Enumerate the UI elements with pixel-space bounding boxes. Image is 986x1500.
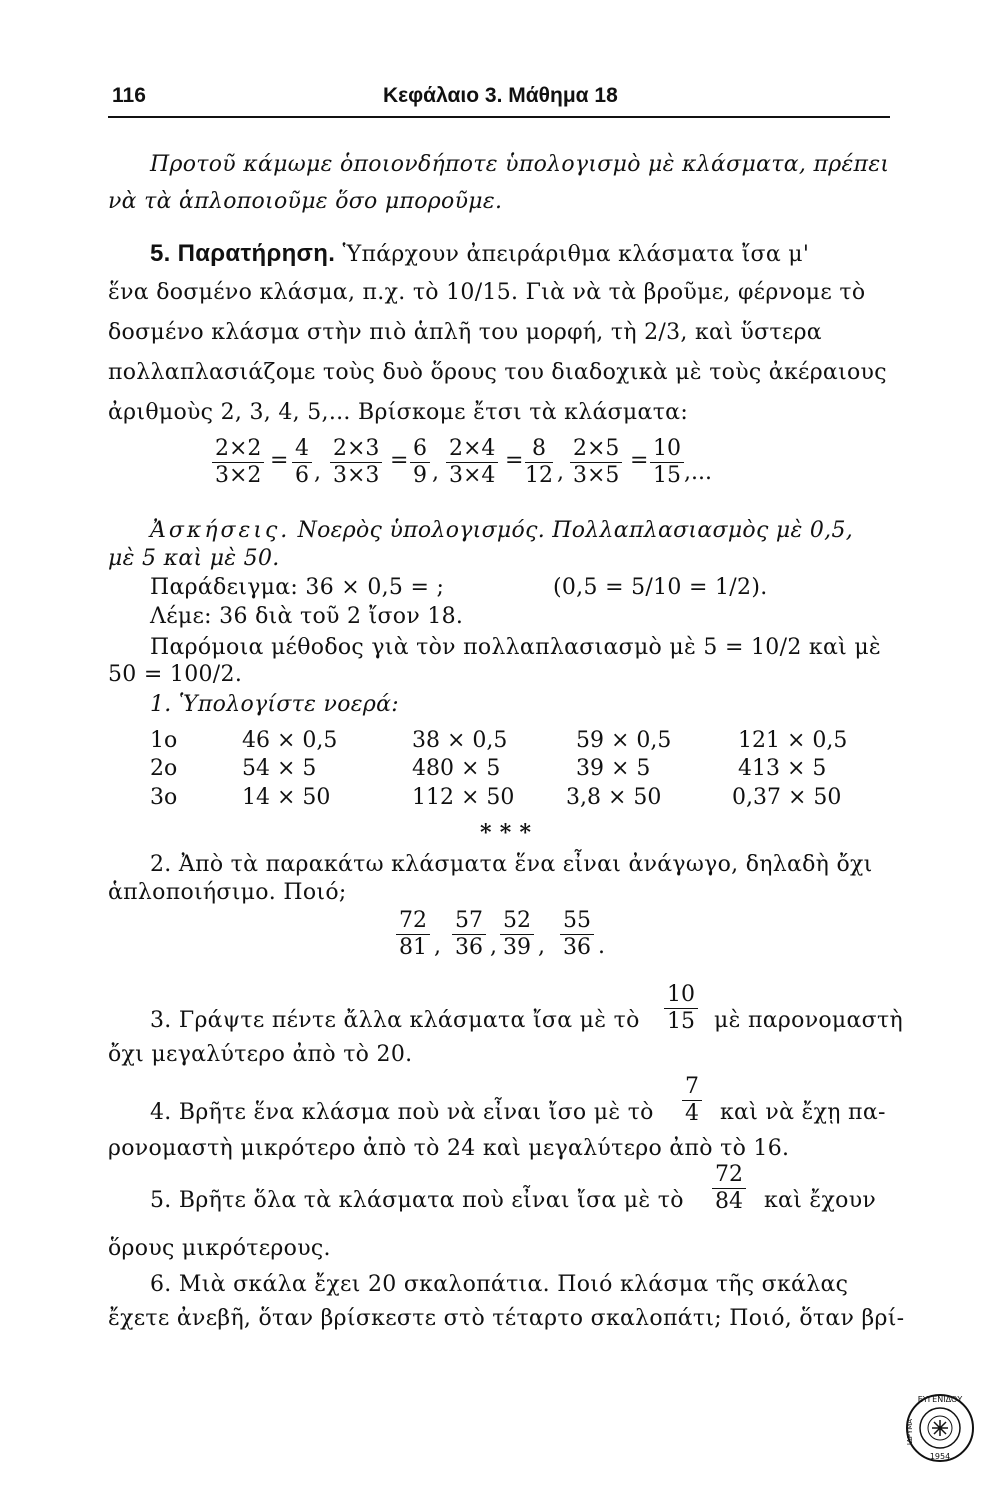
eq-num-3: 2×4 xyxy=(446,436,498,463)
ex6-line-1: 6. Μιὰ σκάλα ἔχει 20 σκαλοπάτια. Ποιό κλάσμα τῆς σκάλας xyxy=(150,1272,849,1297)
ex1-cell: 46 × 0,5 xyxy=(242,728,338,753)
ex5-text: 5. Βρῆτε ὅλα τὰ κλάσματα ποὺ εἶναι ἴσα μὲ τὸ xyxy=(150,1188,684,1213)
eq-equals-1: = xyxy=(270,448,289,473)
ex1-cell: 38 × 0,5 xyxy=(412,728,508,753)
ex4-line-2: ρονομαστὴ μικρότερο ἀπὸ τὸ 24 καὶ μεγαλύτερο ἀπὸ τὸ 16. xyxy=(108,1136,790,1161)
eq-den-1: 3×2 xyxy=(215,463,262,488)
eq-rden-4: 15 xyxy=(653,463,681,488)
remark-text-1: Ὑπάρχουν ἀπειράριθμα κλάσματα ἴσα μ' xyxy=(342,242,810,267)
example-fraction-note: (0,5 = 5/10 = 1/2). xyxy=(553,575,768,600)
ex2-sep: . xyxy=(598,934,605,959)
ex2-fraction xyxy=(500,908,534,961)
seal-top-text: ΕΥΓΕΝΙΔΟΥ xyxy=(917,1395,963,1404)
eq-equals-2: = xyxy=(390,448,409,473)
exercises-topic-2: μὲ 5 καὶ μὲ 50. xyxy=(108,546,280,571)
ex6-line-2: ἔχετε ἀνεβῆ, ὅταν βρίσκεστε στὸ τέταρτο σκαλοπάτι; Ποιό, ὅταν βρί- xyxy=(108,1306,905,1331)
eq-result-4 xyxy=(650,436,684,489)
intro-line-2: νὰ τὰ ἁπλοποιοῦμε ὅσο μποροῦμε. xyxy=(108,189,503,214)
remark-heading: 5. Παρατήρηση. xyxy=(150,240,336,267)
seal-year: 1954 xyxy=(929,1452,951,1461)
eq-equals-3: = xyxy=(505,448,524,473)
exercises-topic: Νοερὸς ὑπολογισμός. Πολλαπλασιασμὸς μὲ 0,5, xyxy=(297,518,854,543)
intro-line-1: Προτοῦ κάμωμε ὁποιονδήποτε ὑπολογισμὸ μὲ κλάσματα, πρέπει xyxy=(150,152,890,177)
eq-rnum-4: 10 xyxy=(650,436,684,463)
eq-fraction-4 xyxy=(570,436,622,489)
eq-result-2 xyxy=(410,436,430,489)
eq-result-3 xyxy=(525,436,553,489)
eq-result-1 xyxy=(292,436,312,489)
ex5-fraction xyxy=(712,1162,746,1215)
eq-sep-1: , xyxy=(314,460,321,485)
ex1-row-label: 2ο xyxy=(150,756,178,781)
eq-rden-3: 12 xyxy=(525,463,553,488)
ex1-cell: 480 × 5 xyxy=(412,756,501,781)
ex3-text: 3. Γράψτε πέντε ἄλλα κλάσματα ἴσα μὲ τὸ xyxy=(150,1008,640,1033)
ex2-fraction xyxy=(452,908,486,961)
eq-num-2: 2×3 xyxy=(330,436,382,463)
ex1-prompt: 1. Ὑπολογίστε νοερά: xyxy=(150,692,399,717)
ex5-text-after: καὶ ἔχουν xyxy=(764,1188,877,1213)
exercises-label: Ἀσκήσεις. xyxy=(150,518,291,543)
ex2-sep: , xyxy=(434,934,441,959)
eq-rnum-2: 6 xyxy=(410,436,430,463)
ex1-cell: 3,8 × 50 xyxy=(566,785,662,810)
ex2-num: 72 xyxy=(396,908,430,935)
remark-line-3: δοσμένο κλάσμα στὴν πιὸ ἁπλῆ του μορφή, τὴ 2/3, καὶ ὕστερα xyxy=(108,320,822,345)
eq-den-3: 3×4 xyxy=(449,463,496,488)
remark-line-4: πολλαπλασιάζομε τοὺς δυὸ ὅρους του διαδοχικὰ μὲ τοὺς ἀκέραιους xyxy=(108,360,887,385)
eq-sep-2: , xyxy=(432,460,439,485)
eq-den-4: 3×5 xyxy=(573,463,620,488)
foundation-seal-icon xyxy=(904,1392,976,1464)
eq-den-2: 3×3 xyxy=(333,463,380,488)
ex4-text-after: καὶ νὰ ἔχῃ πα- xyxy=(720,1100,886,1125)
section-stars: * * * xyxy=(480,820,532,846)
ex3-den: 15 xyxy=(667,1009,695,1034)
ex2-line-1: 2. Ἀπὸ τὰ παρακάτω κλάσματα ἕνα εἶναι ἀνάγωγο, δηλαδὴ ὄχι xyxy=(150,852,873,877)
ex1-row-label: 3ο xyxy=(150,785,178,810)
remark-line-2: ἕνα δοσμένο κλάσμα, π.χ. τὸ 10/15. Γιὰ νὰ τὰ βροῦμε, φέρνομε τὸ xyxy=(108,280,866,305)
example-line-4: 50 = 100/2. xyxy=(108,662,243,687)
ex3-fraction xyxy=(664,982,698,1035)
ex2-num: 55 xyxy=(560,908,594,935)
ex5-num: 72 xyxy=(712,1162,746,1189)
ex4-den: 4 xyxy=(685,1101,699,1126)
ex2-fraction xyxy=(560,908,594,961)
seal-side-text: ΙΔΡΥΜΑ xyxy=(906,1418,914,1446)
eq-fraction-3 xyxy=(446,436,498,489)
eq-rden-1: 6 xyxy=(295,463,309,488)
ex2-den: 81 xyxy=(399,935,427,960)
ex4-text: 4. Βρῆτε ἕνα κλάσμα ποὺ νὰ εἶναι ἴσο μὲ τὸ xyxy=(150,1100,654,1125)
eq-sep-3: , xyxy=(557,460,564,485)
eq-rden-2: 9 xyxy=(413,463,427,488)
example-line-3: Παρόμοια μέθοδος γιὰ τὸν πολλαπλασιασμὸ μὲ 5 = 10/2 καὶ μὲ xyxy=(150,635,882,660)
eq-num-1: 2×2 xyxy=(212,436,264,463)
ex5-line-2: ὅρους μικρότερους. xyxy=(108,1236,331,1261)
ex1-cell: 59 × 0,5 xyxy=(576,728,672,753)
remark-line-1 xyxy=(150,240,809,268)
eq-num-4: 2×5 xyxy=(570,436,622,463)
ex2-den: 36 xyxy=(563,935,591,960)
exercises-heading xyxy=(150,518,853,543)
remark-line-5: ἀριθμοὺς 2, 3, 4, 5,... Βρίσκομε ἔτσι τὰ κλάσματα: xyxy=(108,400,689,425)
ex1-row-label: 1ο xyxy=(150,728,178,753)
ex3-text-after: μὲ παρονομαστὴ xyxy=(714,1008,903,1033)
ex1-cell: 112 × 50 xyxy=(412,785,515,810)
ex2-line-2: ἁπλοποιήσιμο. Ποιό; xyxy=(108,880,347,905)
eq-equals-4: = xyxy=(630,448,649,473)
ex5-den: 84 xyxy=(715,1189,743,1214)
chapter-title: Κεφάλαιο 3. Μάθημα 18 xyxy=(383,84,618,107)
example-line-2: Λέμε: 36 διὰ τοῦ 2 ἴσον 18. xyxy=(150,604,464,629)
ex2-fraction xyxy=(396,908,430,961)
header-rule xyxy=(108,116,890,118)
page-number: 116 xyxy=(112,84,146,107)
eq-rnum-3: 8 xyxy=(525,436,553,463)
ex3-num: 10 xyxy=(664,982,698,1009)
ex1-cell: 0,37 × 50 xyxy=(732,785,842,810)
ex1-cell: 413 × 5 xyxy=(738,756,827,781)
eq-fraction-1 xyxy=(212,436,264,489)
eq-sep-4: ,... xyxy=(684,460,712,485)
ex2-den: 39 xyxy=(503,935,531,960)
eq-rnum-1: 4 xyxy=(292,436,312,463)
ex2-num: 52 xyxy=(500,908,534,935)
ex4-fraction xyxy=(682,1074,702,1127)
example-line-1: Παράδειγμα: 36 × 0,5 = ; xyxy=(150,575,445,600)
ex2-sep: , xyxy=(490,934,497,959)
ex1-cell: 54 × 5 xyxy=(242,756,317,781)
ex3-line-2: ὄχι μεγαλύτερο ἀπὸ τὸ 20. xyxy=(108,1042,413,1067)
ex1-cell: 39 × 5 xyxy=(576,756,651,781)
ex2-sep: , xyxy=(538,934,545,959)
ex4-num: 7 xyxy=(682,1074,702,1101)
eq-fraction-2 xyxy=(330,436,382,489)
ex1-cell: 121 × 0,5 xyxy=(738,728,848,753)
ex1-cell: 14 × 50 xyxy=(242,785,331,810)
ex2-num: 57 xyxy=(452,908,486,935)
ex2-den: 36 xyxy=(455,935,483,960)
